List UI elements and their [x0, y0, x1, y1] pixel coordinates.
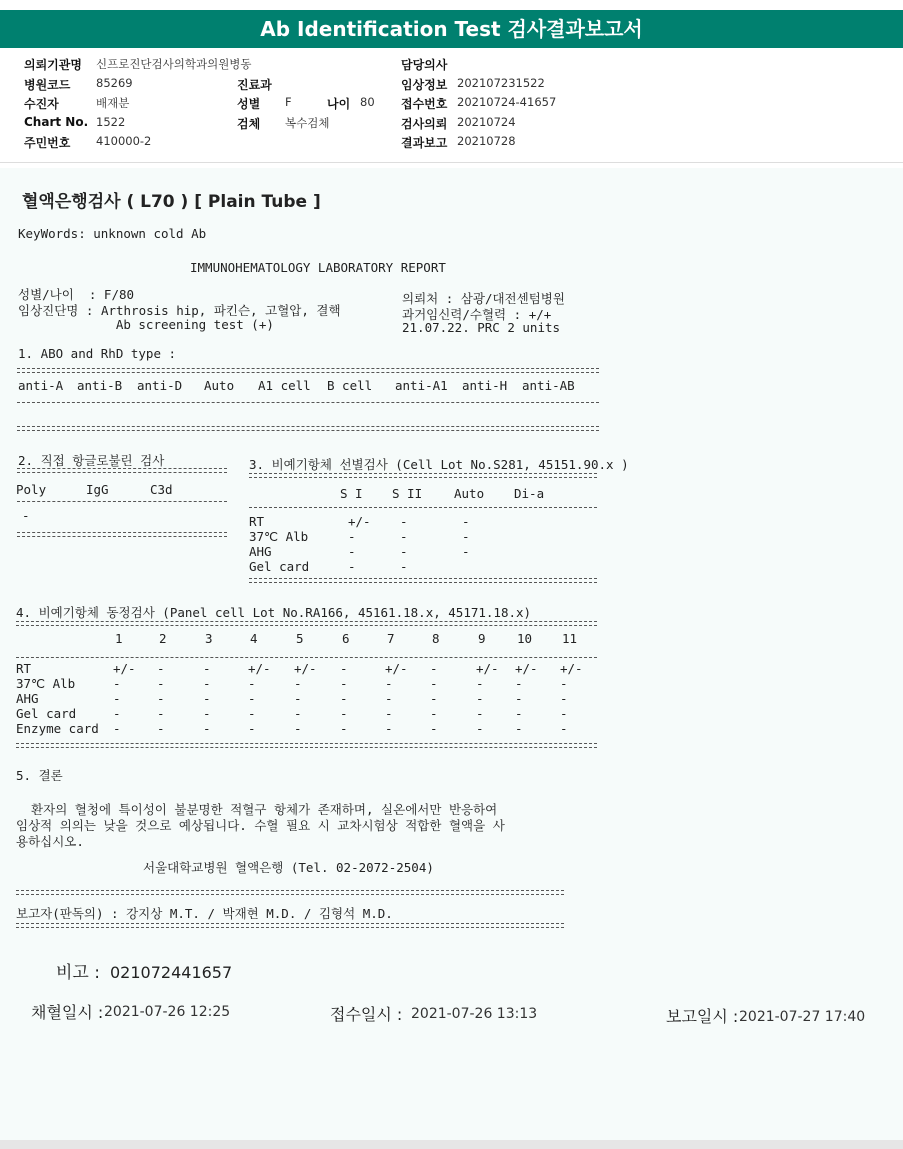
panel-cell: -	[560, 691, 568, 706]
abo-column-header: anti-H	[462, 378, 508, 393]
panel-cell: -	[340, 721, 348, 736]
panel-cell: -	[157, 691, 165, 706]
transfusion: 21.07.22. PRC 2 units	[402, 320, 561, 335]
panel-cell: -	[203, 691, 211, 706]
conclusion-line: 환자의 혈청에 특이성이 불분명한 적혈구 항체가 존재하며, 실온에서만 반응하여	[16, 802, 498, 817]
header-label: 검사의뢰	[401, 117, 448, 131]
panel-cell: -	[430, 676, 438, 691]
rule	[17, 501, 227, 502]
section-5-title: 5. 결론	[16, 768, 63, 783]
panel-cell: +/-	[476, 661, 499, 676]
screen-cell: -	[462, 544, 470, 559]
screen-cell: -	[400, 544, 408, 559]
double-rule	[16, 743, 597, 748]
double-rule	[17, 368, 599, 373]
lab-report-title: IMMUNOHEMATOLOGY LABORATORY REPORT	[190, 260, 446, 275]
header-value: 복수검체	[285, 116, 330, 130]
header-label: 수진자	[24, 97, 59, 111]
screen-row-label: 37℃ Alb	[249, 529, 309, 544]
panel-cell: -	[248, 721, 256, 736]
panel-row-label: AHG	[16, 691, 39, 706]
header-label: 병원코드	[24, 78, 71, 92]
header-label: 결과보고	[401, 136, 448, 150]
panel-cell: -	[385, 691, 393, 706]
header-value: 1522	[96, 115, 126, 129]
panel-cell: +/-	[385, 661, 408, 676]
header-value: 202107231522	[457, 76, 545, 90]
panel-cell: -	[113, 721, 121, 736]
dat-column-header: C3d	[150, 482, 173, 497]
section-2-title: 2. 직접 항글로불린 검사	[18, 453, 165, 468]
screen-column-header: S I	[340, 486, 363, 501]
screen-cell: -	[348, 529, 356, 544]
rule	[16, 657, 597, 658]
screen-cell: -	[400, 559, 408, 574]
header-label: 담당의사	[401, 58, 448, 72]
screen-row-label: AHG	[249, 544, 272, 559]
panel-cell: -	[385, 676, 393, 691]
abo-column-header: B cell	[327, 378, 373, 393]
panel-cell: -	[294, 721, 302, 736]
panel-cell: -	[340, 691, 348, 706]
header-value: 배재분	[96, 96, 130, 110]
conclusion-line: 임상적 의의는 낮을 것으로 예상됩니다. 수혈 필요 시 교차시험상 적합한 혈액을 사	[16, 818, 505, 833]
panel-column-header: 9	[478, 631, 486, 646]
panel-cell: -	[560, 721, 568, 736]
panel-column-header: 6	[342, 631, 350, 646]
sex-age: 성별/나이 : F/80	[18, 287, 135, 302]
header-value: 410000-2	[96, 134, 152, 148]
screen-row-label: RT	[249, 514, 265, 529]
panel-cell: -	[430, 721, 438, 736]
screen-cell: -	[400, 514, 408, 529]
screen-cell: -	[400, 529, 408, 544]
header-value: F	[285, 95, 292, 109]
remark-label: 비고 :	[56, 963, 100, 983]
abo-column-header: anti-D	[137, 378, 183, 393]
patient-header	[0, 48, 903, 163]
abo-column-header: Auto	[204, 378, 235, 393]
abo-column-header: anti-A	[18, 378, 64, 393]
panel-column-header: 1	[115, 631, 123, 646]
panel-column-header: 2	[159, 631, 167, 646]
conclusion-line: 용하십시오.	[16, 834, 84, 849]
reported-value: 2021-07-27 17:40	[739, 1009, 866, 1025]
screen-column-header: Auto	[454, 486, 485, 501]
header-label: 나이	[327, 97, 351, 111]
double-rule	[16, 923, 564, 928]
header-label: 임상정보	[401, 78, 448, 92]
double-rule	[249, 473, 597, 478]
panel-column-header: 7	[387, 631, 395, 646]
rule	[249, 507, 597, 508]
panel-cell: -	[248, 676, 256, 691]
double-rule	[17, 468, 227, 473]
header-value: 85269	[96, 76, 133, 90]
header-value: 20210728	[457, 134, 516, 148]
received-value: 2021-07-26 13:13	[411, 1006, 538, 1022]
panel-cell: +/-	[113, 661, 136, 676]
section-3-title: 3. 비예기항체 선별검사 (Cell Lot No.S281, 45151.90.x )	[249, 457, 629, 472]
panel-cell: -	[203, 706, 211, 721]
panel-cell: +/-	[560, 661, 583, 676]
screen-cell: +/-	[348, 514, 371, 529]
panel-column-header: 8	[432, 631, 440, 646]
screen-column-header: S II	[392, 486, 423, 501]
panel-cell: -	[430, 706, 438, 721]
panel-column-header: 11	[562, 631, 578, 646]
panel-cell: -	[430, 661, 438, 676]
keywords: KeyWords: unknown cold Ab	[18, 226, 207, 241]
panel-cell: -	[203, 661, 211, 676]
panel-cell: -	[385, 706, 393, 721]
panel-cell: -	[113, 706, 121, 721]
panel-cell: -	[515, 721, 523, 736]
screen-cell: -	[348, 544, 356, 559]
panel-cell: -	[476, 706, 484, 721]
panel-cell: -	[340, 706, 348, 721]
diagnosis-cont: Ab screening test (+)	[18, 317, 274, 332]
panel-cell: -	[157, 706, 165, 721]
panel-cell: -	[203, 721, 211, 736]
reported-label: 보고일시 :	[666, 1007, 739, 1026]
rule	[17, 402, 599, 403]
report-body	[0, 168, 903, 1140]
section-1-title: 1. ABO and RhD type :	[18, 346, 177, 361]
panel-column-header: 4	[250, 631, 258, 646]
panel-cell: -	[113, 691, 121, 706]
abo-column-header: anti-AB	[522, 378, 575, 393]
panel-cell: -	[340, 661, 348, 676]
received-label: 접수일시 :	[330, 1005, 408, 1024]
panel-cell: -	[294, 691, 302, 706]
panel-column-header: 10	[517, 631, 533, 646]
panel-cell: -	[385, 721, 393, 736]
panel-cell: -	[515, 676, 523, 691]
test-title: 혈액은행검사 ( L70 ) [ Plain Tube ]	[22, 192, 321, 212]
header-label: 성별	[237, 97, 261, 111]
dat-column-header: IgG	[86, 482, 109, 497]
header-label: 검체	[237, 117, 261, 131]
panel-cell: -	[560, 676, 568, 691]
double-rule	[17, 426, 599, 431]
double-rule	[16, 890, 564, 895]
panel-cell: -	[340, 676, 348, 691]
panel-column-header: 5	[296, 631, 304, 646]
screen-cell: -	[462, 514, 470, 529]
panel-cell: -	[476, 691, 484, 706]
panel-cell: -	[157, 721, 165, 736]
header-label: 진료과	[237, 78, 272, 92]
panel-row-label: Gel card	[16, 706, 77, 721]
screen-cell: -	[348, 559, 356, 574]
diagnosis: 임상진단명 : Arthrosis hip, 파킨슨, 고혈압, 결핵	[18, 303, 341, 318]
header-value: 20210724	[457, 115, 516, 129]
panel-cell: -	[294, 676, 302, 691]
abo-column-header: A1 cell	[258, 378, 311, 393]
double-rule	[249, 578, 597, 583]
panel-cell: -	[248, 691, 256, 706]
header-label: 접수번호	[401, 97, 448, 111]
bottom-border	[0, 1140, 903, 1149]
hospital-contact: 서울대학교병원 혈액은행 (Tel. 02-2072-2504)	[143, 860, 434, 875]
panel-cell: -	[430, 691, 438, 706]
report-title: Ab Identification Test 검사결과보고서	[0, 10, 903, 48]
panel-row-label: 37℃ Alb	[16, 676, 76, 691]
panel-column-header: 3	[205, 631, 213, 646]
panel-row-label: RT	[16, 661, 32, 676]
panel-cell: +/-	[515, 661, 538, 676]
panel-cell: -	[294, 706, 302, 721]
dat-column-header: Poly	[16, 482, 47, 497]
panel-cell: -	[157, 661, 165, 676]
referral: 의뢰처 : 삼광/대전센텀병원	[402, 291, 565, 306]
screen-column-header: Di-a	[514, 486, 545, 501]
screen-cell: -	[462, 529, 470, 544]
abo-column-header: anti-A1	[395, 378, 448, 393]
panel-row-label: Enzyme card	[16, 721, 99, 736]
panel-cell: -	[476, 676, 484, 691]
header-value: 20210724-41657	[457, 95, 557, 109]
section-4-title: 4. 비예기항체 동정검사 (Panel cell Lot No.RA166, 45161.18.x, 45171.18.x)	[16, 605, 532, 620]
remark-value: 021072441657	[110, 963, 233, 982]
dat-value: -	[22, 508, 30, 523]
panel-cell: -	[560, 706, 568, 721]
panel-cell: -	[203, 676, 211, 691]
panel-cell: +/-	[248, 661, 271, 676]
double-rule	[17, 532, 227, 537]
abo-column-header: anti-B	[77, 378, 123, 393]
header-value: 신프로진단검사의학과의원병동	[96, 57, 252, 71]
panel-cell: -	[248, 706, 256, 721]
history: 과거임신력/수혈력 : +/+	[402, 307, 552, 322]
panel-cell: -	[515, 691, 523, 706]
panel-cell: -	[113, 676, 121, 691]
header-label: Chart No.	[24, 115, 89, 129]
double-rule	[16, 621, 597, 626]
panel-cell: -	[515, 706, 523, 721]
reporter: 보고자(판독의) : 강지상 M.T. / 박재현 M.D. / 김형석 M.D.	[16, 906, 393, 921]
panel-cell: +/-	[294, 661, 317, 676]
header-label: 의뢰기관명	[24, 58, 82, 72]
panel-cell: -	[157, 676, 165, 691]
collected-label: 채혈일시 :	[31, 1003, 104, 1022]
header-label: 주민번호	[24, 136, 71, 150]
screen-row-label: Gel card	[249, 559, 310, 574]
panel-cell: -	[476, 721, 484, 736]
collected-value: 2021-07-26 12:25	[104, 1004, 231, 1020]
header-value: 80	[360, 95, 375, 109]
